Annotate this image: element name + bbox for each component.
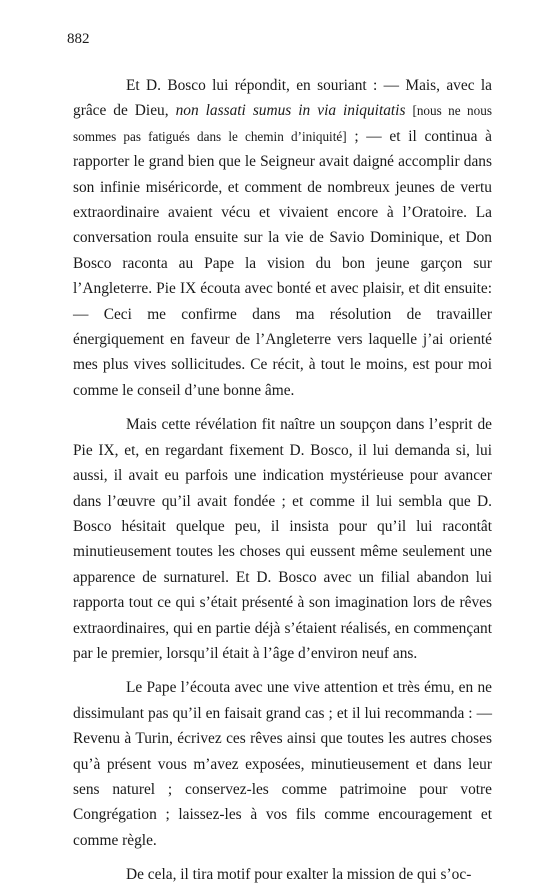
text-segment: Le Pape l’écouta avec une vive attention et très ému, en ne dissimulant pas qu’il en faisait grand cas ; et il lui recommanda : — Revenu à Turin, écrivez ces rêves ainsi que toutes les autres choses qu’à présent vous m’avez exposées, minutieusement et dans leur sens naturel ; conservez-les comme patrimoine pour votre Congrégation ; laissez-les à vos fils comme encouragement et comme règle. bbox=[73, 679, 492, 849]
text-segment: Et D. Bosco lui répondit, en souriant : — Mais, avec la grâce de Dieu, bbox=[73, 77, 492, 120]
body-text bbox=[73, 73, 492, 888]
paragraph bbox=[73, 862, 492, 887]
text-segment: Mais cette révélation fit naître un soupçon dans l’esprit de Pie IX, et, en regardant fixement D. Bosco, il lui demanda si, lui aussi, il avait eu parfois une indication mystérieuse pour avancer dans l’œuvre qu’il avait fondée ; et comme il lui sembla que D. Bosco hésitait quelque peu, il insista pour qu’il lui racontât minutieusement toutes les choses qui eussent même seulement une apparence de surnaturel. Et D. Bosco avec un filial abandon lui rapporta tout ce qui s’était présenté à son imagination lors de rêves extraordinaires, qui en partie déjà s’étaient réalisés, en commençant par le premier, lorsqu’il était à l’âge d’environ neuf ans. bbox=[73, 416, 492, 662]
paragraph bbox=[73, 675, 492, 853]
paragraph bbox=[73, 73, 492, 403]
paragraph bbox=[73, 412, 492, 666]
text-segment: ; — et il continua à rapporter le grand bien que le Seigneur avait daigné accomplir dans son infinie miséricorde, et comment de nombreux jeunes de vertu extraordinaire avaient vécu et vivaient encore à l’Oratoire. La conversation roula ensuite sur la vie de Savio Dominique, et Don Bosco raconta au Pape la vision du bon jeune garçon sur l’Angleterre. Pie IX écouta avec bonté et avec plaisir, et dit ensuite: — Ceci me confirme dans ma résolution de travailler énergiquement en faveur de l’Angleterre vers laquelle j’ai orienté mes plus vives sollicitudes. Ce récit, à tout le moins, est pour moi comme le conseil d’une bonne âme. bbox=[73, 127, 492, 399]
latin-quote: non lassati sumus in via iniquitatis bbox=[175, 102, 406, 120]
text-segment: De cela, il tira motif pour exalter la mission de qui s’oc- bbox=[126, 866, 472, 884]
bracketed-translation: [nous ne nous sommes pas fatigués dans le chemin d’iniquité] bbox=[73, 103, 492, 144]
page-number: 882 bbox=[67, 31, 90, 47]
